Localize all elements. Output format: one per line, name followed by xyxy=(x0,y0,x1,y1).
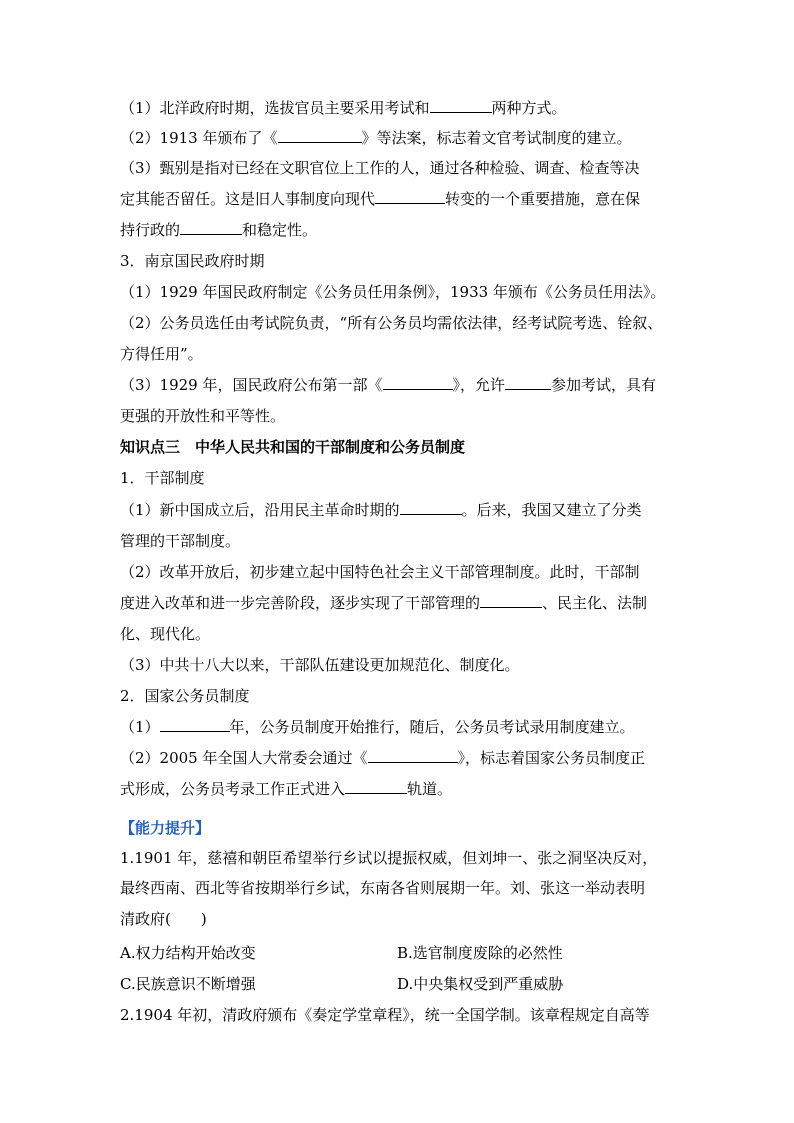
text: 转变的一个重要措施，意在保 xyxy=(445,190,641,208)
question-stem xyxy=(120,848,680,868)
text-line xyxy=(120,624,680,644)
text: （2）公务员选任由考试院负责，“所有公务员均需依法律，经考试院考选、铨叙、 xyxy=(120,314,663,332)
knowledge-point-heading xyxy=(120,437,680,457)
text: 持行政的 xyxy=(120,221,181,239)
fill-blank xyxy=(345,779,407,794)
text: 1．干部制度 xyxy=(120,469,205,487)
text: （1）北洋政府时期，选拔官员主要采用考试和 xyxy=(120,99,430,117)
text: 轨道。 xyxy=(407,780,453,798)
text: （3）甄别是指对已经在文职官位上工作的人，通过各种检验、调查、检查等决 xyxy=(120,159,640,177)
text: （1） xyxy=(120,718,160,736)
fill-blank xyxy=(383,375,453,390)
text: 年，公务员制度开始推行，随后，公务员考试录用制度建立。 xyxy=(229,718,635,736)
text: 度进入改革和进一步完善阶段，逐步实现了干部管理的 xyxy=(120,594,481,612)
question-stem xyxy=(120,909,680,929)
text-line xyxy=(120,779,680,799)
text: （2）2005 年全国人大常委会通过《 xyxy=(120,749,368,767)
fill-blank xyxy=(480,593,542,608)
text-line xyxy=(120,98,680,118)
fill-blank xyxy=(505,375,551,390)
text-line xyxy=(120,282,680,302)
text: 两种方式。 xyxy=(491,99,567,117)
text-line xyxy=(120,220,680,240)
text: 式形成，公务员考录工作正式进入 xyxy=(120,780,346,798)
text: 、民主化、法制 xyxy=(542,594,648,612)
fill-blank xyxy=(375,189,445,204)
text: 定其能否留任。这是旧人事制度向现代 xyxy=(120,190,376,208)
fill-blank xyxy=(430,98,492,113)
option-b: B.选官制度废除的必然性 xyxy=(397,944,563,962)
text-line xyxy=(120,655,680,675)
text-line xyxy=(120,531,680,551)
text-line xyxy=(120,344,680,364)
text: 知识点三 中华人民共和国的干部制度和公务员制度 xyxy=(120,438,466,456)
text: 》等法案，标志着文官考试制度的建立。 xyxy=(361,129,632,147)
text: 方得任用”。 xyxy=(120,345,203,363)
section-heading xyxy=(120,686,680,706)
fill-blank xyxy=(180,220,242,235)
text-line xyxy=(120,189,680,209)
text: 【能力提升】 xyxy=(120,819,211,837)
text: 清政府( ) xyxy=(120,910,207,928)
text: （1）1929 年国民政府制定《公务员任用条例》，1933 年颁布《公务员任用法》。 xyxy=(120,283,666,301)
text-line xyxy=(120,128,680,148)
text: 管理的干部制度。 xyxy=(120,532,241,550)
text: （2）改革开放后，初步建立起中国特色社会主义干部管理制度。此时，干部制 xyxy=(120,563,640,581)
text: （3）1929 年，国民政府公布第一部《 xyxy=(120,376,383,394)
fill-blank xyxy=(278,128,362,143)
text-line xyxy=(120,562,680,582)
text: 2．国家公务员制度 xyxy=(120,687,250,705)
section-heading xyxy=(120,251,680,271)
text-line xyxy=(120,406,680,426)
text-line xyxy=(120,375,680,395)
text: 和稳定性。 xyxy=(242,221,318,239)
text-line xyxy=(120,717,680,737)
fill-blank xyxy=(368,748,458,763)
text: 3．南京国民政府时期 xyxy=(120,252,265,270)
text-line xyxy=(120,158,680,178)
fill-blank xyxy=(160,717,230,732)
ability-section-heading xyxy=(120,818,680,838)
text-line xyxy=(120,748,680,768)
fill-blank xyxy=(400,500,462,515)
text: （1）新中国成立后，沿用民主革命时期的 xyxy=(120,501,400,519)
question-stem xyxy=(120,878,680,898)
option-d: D.中央集权受到严重威胁 xyxy=(397,975,564,993)
text: 最终西南、西北等省按期举行乡试，东南各省则展期一年。刘、张这一举动表明 xyxy=(120,879,646,897)
text-line xyxy=(120,500,680,520)
text: 》，标志着国家公务员制度正 xyxy=(457,749,646,767)
text: 1.1901 年，慈禧和朝臣希望举行乡试以提振权威，但刘坤一、张之洞坚决反对， xyxy=(120,849,658,867)
text: 更强的开放性和平等性。 xyxy=(120,407,286,425)
option-a: A.权力结构开始改变 xyxy=(120,944,256,962)
text: （3）中共十八大以来，干部队伍建设更加规范化、制度化。 xyxy=(120,656,520,674)
option-c: C.民族意识不断增强 xyxy=(120,975,256,993)
text: （2）1913 年颁布了《 xyxy=(120,129,278,147)
text: 》，允许 xyxy=(452,376,506,394)
text-line xyxy=(120,593,680,613)
text-line xyxy=(120,313,680,333)
text: 参加考试，具有 xyxy=(551,376,657,394)
text: 2.1904 年初，清政府颁布《奏定学堂章程》，统一全国学制。该章程规定自高等 xyxy=(120,1006,650,1024)
text: 化、现代化。 xyxy=(120,625,211,643)
question-stem xyxy=(120,1005,680,1025)
section-heading xyxy=(120,468,680,488)
text: 。后来，我国又建立了分类 xyxy=(461,501,642,519)
